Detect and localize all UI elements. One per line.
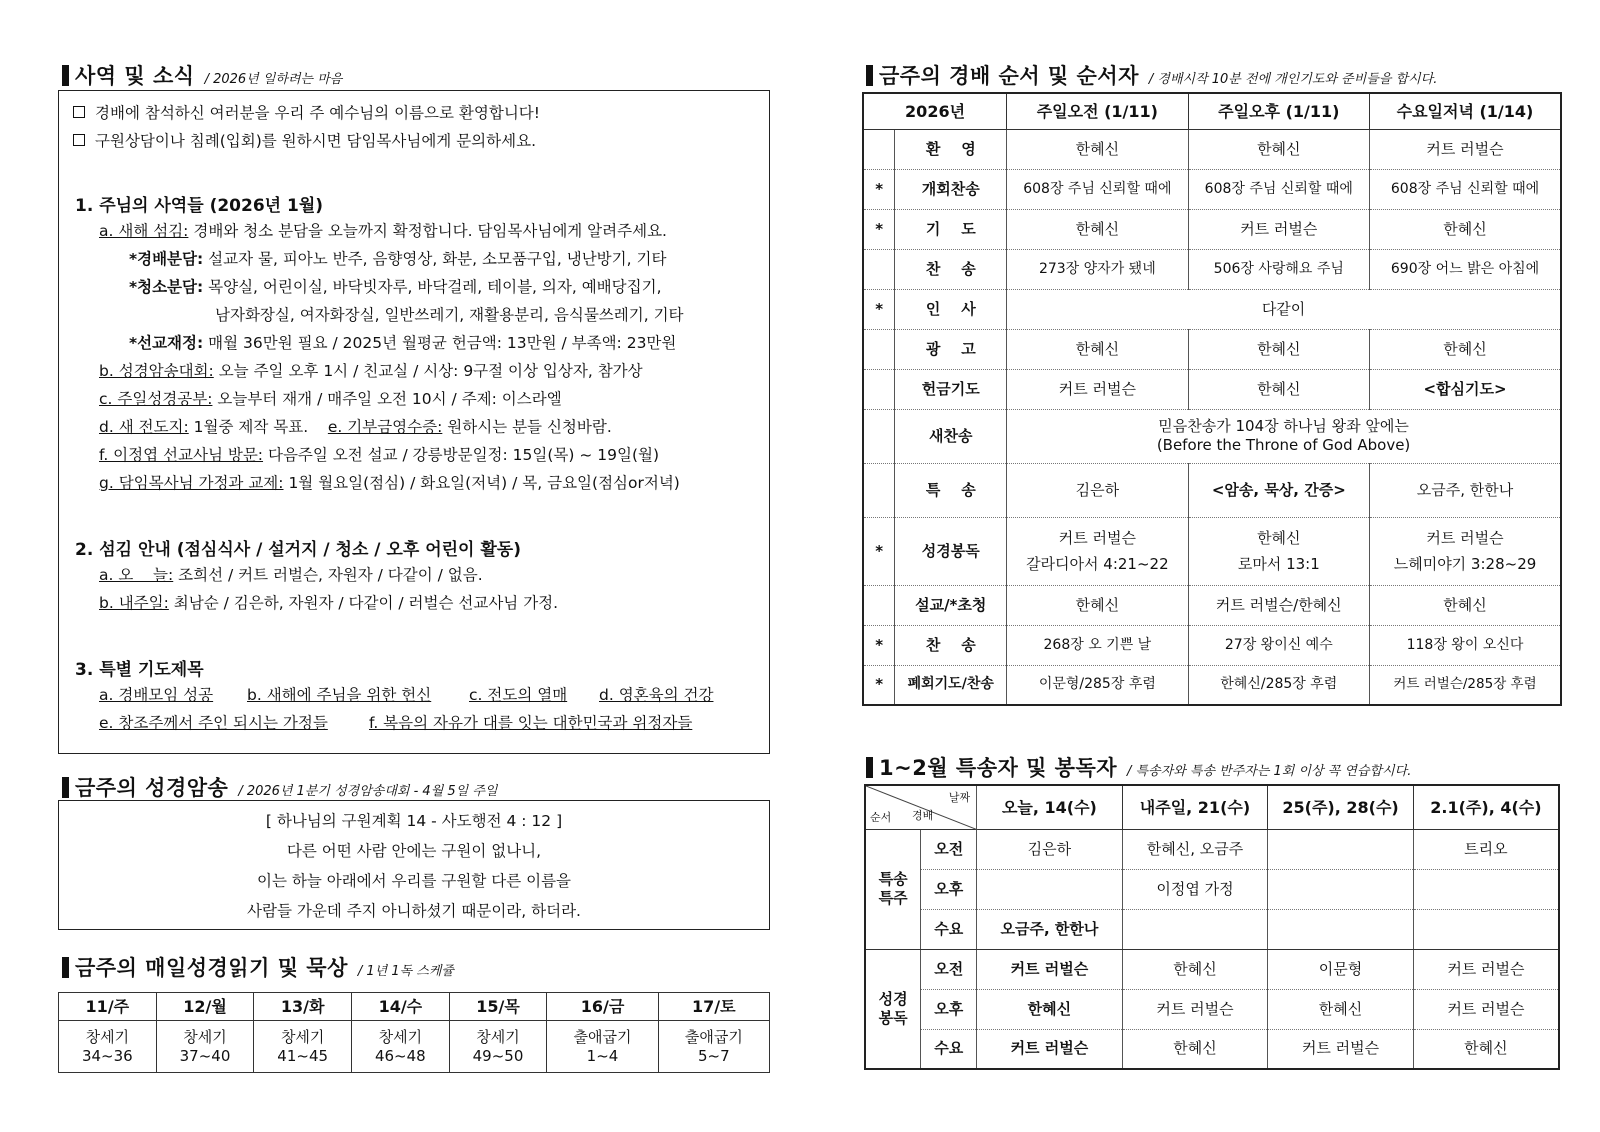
time-label: 오후 [921, 869, 977, 909]
special-cell: 커트 러벌슨 [977, 949, 1123, 989]
order-header-sun-am: 주일오전 (1/11) [1007, 93, 1188, 129]
special-date: 25(주), 28(수) [1268, 785, 1414, 829]
order-cell: 한혜신 [1007, 209, 1188, 249]
corner-order: 순서 [870, 810, 892, 824]
special-cell: 이정엽 가정 [1122, 869, 1268, 909]
s1-d-e: d. 새 전도지: 1월중 제작 목표. e. 기부금영수증: 원하시는 분들 신청바람. [99, 418, 612, 436]
order-cell: <합심기도> [1370, 369, 1561, 409]
order-cell: 커트 러벌슨 느헤미야기 3:28~29 [1370, 517, 1561, 585]
reading-cell: 창세기 46~48 [352, 1021, 450, 1073]
special-cell: 오금주, 한한나 [977, 909, 1123, 949]
order-star [863, 129, 895, 169]
reading-subtitle: / 1년 1독 스케쥴 [357, 964, 454, 979]
special-cell: 김은하 [977, 829, 1123, 869]
welcome-line-1: 경배에 참석하신 여러분을 우리 주 예수님의 이름으로 환영합니다! [73, 103, 540, 123]
order-star [863, 329, 895, 369]
memory-reference: [ 하나님의 구원계획 14 - 사도행전 4 : 12 ] [265, 812, 563, 830]
order-star [863, 249, 895, 289]
s1-title: 1. 주님의 사역들 (2026년 1월) [75, 196, 324, 216]
order-cell: 오금주, 한한나 [1370, 463, 1561, 517]
reading-cell: 창세기 49~50 [449, 1021, 547, 1073]
special-table [864, 784, 1560, 1070]
order-cell: 한혜신 [1007, 129, 1188, 169]
news-subtitle: / 2026년 일하려는 마음 [204, 72, 343, 87]
special-cell: 이문형 [1268, 949, 1414, 989]
order-star: * [863, 209, 895, 249]
special-cell [1268, 869, 1414, 909]
special-cell: 한혜신 [1413, 1029, 1559, 1069]
order-cell: 608장 주님 신뢰할 때에 [1188, 169, 1369, 209]
order-cell: <암송, 묵상, 간증> [1188, 463, 1369, 517]
order-section-title: 금주의 경배 순서 및 순서자 / 경배시작 10분 전에 개인기도와 준비들을 합시다. [866, 60, 1437, 90]
order-cell: 한혜신 [1370, 209, 1561, 249]
special-cell: 한혜신, 오금주 [1122, 829, 1268, 869]
reading-section-title: 금주의 매일성경읽기 및 묵상 / 1년 1독 스케쥴 [62, 952, 454, 982]
group-bible-reading: 성경 봉독 [865, 949, 921, 1069]
order-cell: 한혜신 [1188, 369, 1369, 409]
order-label: 특 송 [895, 463, 1007, 517]
reading-day: 14/수 [352, 993, 450, 1021]
memory-section-title: 금주의 성경암송 / 2026년 1분기 성경암송대회 - 4월 5일 주일 [62, 772, 497, 802]
corner-cell [865, 785, 977, 829]
reading-day: 12/월 [156, 993, 254, 1021]
s1-a3: *선교재정: 매월 36만원 필요 / 2025년 월평균 헌금액: 13만원 / 부족액: 23만원 [129, 334, 677, 352]
order-label: 설교/*초청 [895, 585, 1007, 625]
order-label: 폐회기도/찬송 [895, 665, 1007, 705]
corner-worship: 경배 [912, 809, 934, 822]
s2-a: a. 오 늘: 조희선 / 커트 러벌슨, 자원자 / 다같이 / 없음. [99, 566, 483, 584]
s1-c: c. 주일성경공부: 오늘부터 재개 / 매주일 오전 10시 / 주제: 이스라엘 [99, 390, 562, 408]
reading-day: 13/화 [254, 993, 352, 1021]
time-label: 수요 [921, 1029, 977, 1069]
reading-cell: 창세기 41~45 [254, 1021, 352, 1073]
order-cell: 한혜신 [1007, 329, 1188, 369]
order-cell: 커트 러벌슨 갈라디아서 4:21~22 [1007, 517, 1188, 585]
group-special-song: 특송 특주 [865, 829, 921, 949]
order-table [862, 92, 1562, 706]
order-cell: 커트 러벌슨/한혜신 [1188, 585, 1369, 625]
prayer-e: e. 창조주께서 주인 되시는 가정들 [99, 714, 328, 732]
special-cell: 커트 러벌슨 [977, 1029, 1123, 1069]
order-label: 헌금기도 [895, 369, 1007, 409]
section-bar-icon [62, 65, 69, 86]
order-cell: 608장 주님 신뢰할 때에 [1007, 169, 1188, 209]
special-cell: 한혜신 [1122, 1029, 1268, 1069]
order-cell: 커트 러벌슨 [1370, 129, 1561, 169]
section-bar-icon [62, 777, 69, 798]
s3-title: 3. 특별 기도제목 [75, 660, 204, 680]
special-cell: 한혜신 [977, 989, 1123, 1029]
reading-cell: 출애굽기 1~4 [547, 1021, 658, 1073]
prayer-d: d. 영혼육의 건강 [599, 686, 714, 704]
order-cell: 김은하 [1007, 463, 1188, 517]
order-star [863, 369, 895, 409]
memory-line-3: 사람들 가운데 주지 아니하셨기 때문이라, 하더라. [247, 902, 581, 920]
prayer-c: c. 전도의 열매 [469, 686, 568, 704]
special-cell [1413, 909, 1559, 949]
reading-day: 17/토 [658, 993, 769, 1021]
order-cell: 506장 사랑해요 주님 [1188, 249, 1369, 289]
order-cell: 한혜신 [1370, 585, 1561, 625]
order-cell: 690장 어느 밝은 아침에 [1370, 249, 1561, 289]
special-date: 2.1(주), 4(수) [1413, 785, 1559, 829]
order-cell: 608장 주님 신뢰할 때에 [1370, 169, 1561, 209]
order-label: 성경봉독 [895, 517, 1007, 585]
order-label: 광 고 [895, 329, 1007, 369]
corner-date: 날짜 [948, 791, 971, 804]
memory-box [58, 800, 770, 930]
reading-cell: 출애굽기 5~7 [658, 1021, 769, 1073]
time-label: 오후 [921, 989, 977, 1029]
order-star: * [863, 625, 895, 665]
special-cell [1268, 829, 1414, 869]
special-date: 내주일, 21(수) [1122, 785, 1268, 829]
order-cell: 이문형/285장 후렴 [1007, 665, 1188, 705]
order-label: 개회찬송 [895, 169, 1007, 209]
order-label: 찬 송 [895, 625, 1007, 665]
special-date: 오늘, 14(수) [977, 785, 1123, 829]
order-label: 기 도 [895, 209, 1007, 249]
order-cell: 커트 러벌슨 [1007, 369, 1188, 409]
order-star: * [863, 169, 895, 209]
special-subtitle: / 특송자와 특송 반주자는 1회 이상 꼭 연습합시다. [1127, 764, 1412, 779]
order-cell: 한혜신 [1007, 585, 1188, 625]
special-cell: 트리오 [1413, 829, 1559, 869]
order-subtitle: / 경배시작 10분 전에 개인기도와 준비들을 합시다. [1148, 72, 1438, 87]
special-cell: 커트 러벌슨 [1413, 989, 1559, 1029]
special-cell: 한혜신 [1122, 949, 1268, 989]
memory-line-1: 다른 어떤 사람 안에는 구원이 없나니, [286, 842, 542, 860]
memory-subtitle: / 2026년 1분기 성경암송대회 - 4월 5일 주일 [238, 784, 498, 799]
order-header-wed: 수요일저녁 (1/14) [1370, 93, 1561, 129]
checkbox-icon [73, 134, 85, 146]
order-header-sun-pm: 주일오후 (1/11) [1188, 93, 1369, 129]
order-star [863, 463, 895, 517]
reading-day: 11/주 [59, 993, 157, 1021]
order-cell: 한혜신 로마서 13:1 [1188, 517, 1369, 585]
news-box [58, 90, 770, 754]
order-star [863, 409, 895, 463]
s1-a: a. 새해 섬김: 경배와 청소 분담을 오늘까지 확정합니다. 담임목사님에게 알려주세요. [99, 222, 667, 240]
order-star: * [863, 289, 895, 329]
special-cell: 커트 러벌슨 [1268, 1029, 1414, 1069]
order-header-year: 2026년 [863, 93, 1007, 129]
reading-cell: 창세기 37~40 [156, 1021, 254, 1073]
news-section-title: 사역 및 소식 / 2026년 일하려는 마음 [62, 60, 342, 90]
order-star: * [863, 517, 895, 585]
order-cell-span: 다같이 [1007, 289, 1561, 329]
order-cell: 한혜신 [1370, 329, 1561, 369]
reading-table [58, 992, 770, 1073]
order-cell: 27장 왕이신 예수 [1188, 625, 1369, 665]
welcome-line-2: 구원상담이나 침례(입회)를 원하시면 담임목사님에게 문의하세요. [73, 131, 536, 151]
order-label: 인 사 [895, 289, 1007, 329]
prayer-f: f. 복음의 자유가 대를 잇는 대한민국과 위정자들 [369, 714, 693, 732]
special-cell [977, 869, 1123, 909]
order-label: 환 영 [895, 129, 1007, 169]
order-cell: 커트 러벌슨/285장 후렴 [1370, 665, 1561, 705]
time-label: 오전 [921, 949, 977, 989]
time-label: 오전 [921, 829, 977, 869]
section-bar-icon [866, 65, 873, 86]
s2-title: 2. 섬김 안내 (점심식사 / 설거지 / 청소 / 오후 어린이 활동) [75, 540, 521, 560]
special-cell: 한혜신 [1268, 989, 1414, 1029]
s2-b: b. 내주일: 최남순 / 김은하, 자원자 / 다같이 / 러벌슨 선교사님 가정. [99, 594, 559, 612]
s1-a1: *경배분담: 설교자 물, 피아노 반주, 음향영상, 화분, 소모품구입, 냉난방기, 기타 [129, 250, 667, 268]
special-cell [1268, 909, 1414, 949]
order-cell: 273장 양자가 됐네 [1007, 249, 1188, 289]
prayer-a: a. 경배모임 성공 [99, 686, 214, 704]
order-label: 찬 송 [895, 249, 1007, 289]
checkbox-icon [73, 106, 85, 118]
order-star: * [863, 665, 895, 705]
order-cell: 118장 왕이 오신다 [1370, 625, 1561, 665]
s1-a2: *청소분담: 목양실, 어린이실, 바닥빗자루, 바닥걸레, 테이블, 의자, 예배당집기, [129, 278, 662, 296]
prayer-b: b. 새해에 주님을 위한 헌신 [247, 686, 432, 704]
s1-f: f. 이정엽 선교사님 방문: 다음주일 오전 설교 / 강릉방문일정: 15일(목) ~ 19일(월) [99, 446, 660, 464]
section-bar-icon [62, 957, 69, 978]
order-label: 새찬송 [895, 409, 1007, 463]
reading-day: 15/목 [449, 993, 547, 1021]
special-section-title: 1~2월 특송자 및 봉독자 / 특송자와 특송 반주자는 1회 이상 꼭 연습합시다. [866, 752, 1411, 782]
order-cell-span: 믿음찬송가 104장 하나님 왕좌 앞에는 (Before the Throne of God Above) [1007, 409, 1561, 463]
section-bar-icon [866, 757, 873, 778]
special-cell [1413, 869, 1559, 909]
s1-a2-cont: 남자화장실, 여자화장실, 일반쓰레기, 재활용분리, 음식물쓰레기, 기타 [215, 306, 684, 324]
memory-line-2: 이는 하늘 아래에서 우리를 구원할 다른 이름을 [256, 872, 572, 890]
order-cell: 한혜신 [1188, 129, 1369, 169]
s1-b: b. 성경암송대회: 오늘 주일 오후 1시 / 친교실 / 시상: 9구절 이상 입상자, 참가상 [99, 362, 643, 380]
special-cell: 커트 러벌슨 [1413, 949, 1559, 989]
special-cell: 커트 러벌슨 [1122, 989, 1268, 1029]
order-cell: 268장 오 기쁜 날 [1007, 625, 1188, 665]
order-cell: 한혜신/285장 후렴 [1188, 665, 1369, 705]
time-label: 수요 [921, 909, 977, 949]
reading-cell: 창세기 34~36 [59, 1021, 157, 1073]
special-cell [1122, 909, 1268, 949]
order-cell: 커트 러벌슨 [1188, 209, 1369, 249]
order-star [863, 585, 895, 625]
order-cell: 한혜신 [1188, 329, 1369, 369]
reading-day: 16/금 [547, 993, 658, 1021]
s1-g: g. 담임목사님 가정과 교제: 1월 월요일(점심) / 화요일(저녁) / 목, 금요일(점심or저녁) [99, 474, 680, 492]
